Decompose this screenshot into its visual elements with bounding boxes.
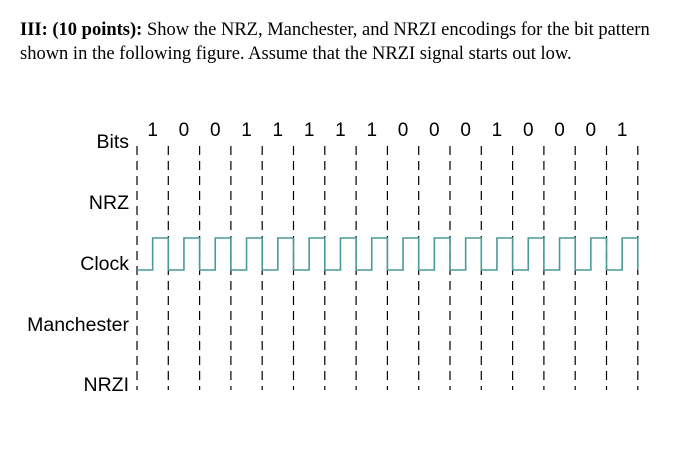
bit-label: 1 [241, 120, 252, 141]
bit-label: 0 [554, 120, 565, 141]
bit-label: 1 [491, 120, 503, 141]
bit-label: 1 [616, 120, 628, 141]
bit-label: 0 [178, 120, 190, 141]
bit-label: 1 [303, 120, 315, 141]
bit-label: 0 [585, 120, 597, 141]
row-label-manchester: Manchester [27, 314, 129, 336]
bit-label: 0 [460, 120, 471, 141]
clock-signal [137, 238, 638, 270]
bit-label: 1 [272, 120, 284, 141]
row-label-bits: Bits [96, 131, 129, 153]
bit-label: 0 [397, 120, 409, 141]
row-label-clock: Clock [80, 253, 129, 275]
question-heading: III: (10 points): [20, 20, 143, 40]
clock-waveform [137, 238, 638, 270]
bit-label: 1 [147, 120, 158, 141]
bit-pattern-labels [147, 120, 627, 141]
bit-label: 0 [522, 120, 534, 141]
bit-label: 0 [429, 120, 440, 141]
row-label-nrz: NRZ [88, 192, 129, 214]
bit-label: 1 [335, 120, 346, 141]
bit-label: 0 [209, 120, 221, 141]
row-label-nrzi: NRZI [83, 374, 129, 396]
question-body: Show the NRZ, Manchester, and NRZI encodings for the bit pattern shown in the following figure. Assume that the NRZI signal starts out low. [20, 20, 650, 64]
bit-label: 1 [366, 120, 378, 141]
